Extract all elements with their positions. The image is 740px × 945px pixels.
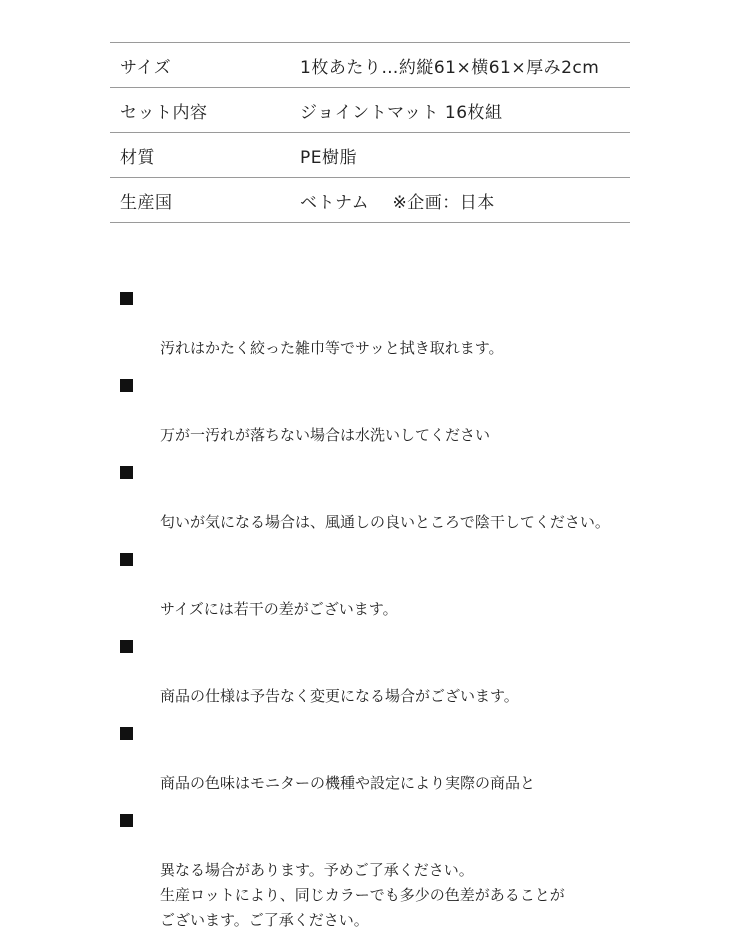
spec-row-size: [110, 43, 630, 88]
square-bullet-icon: [120, 292, 133, 305]
square-bullet-icon: [120, 814, 133, 827]
list-item: [120, 373, 720, 448]
note-text: 匂いが気になる場合は、風通しの良いところで陰干してください。: [160, 513, 610, 531]
list-item: [120, 286, 720, 361]
list-item: [120, 634, 720, 709]
spec-value: PE樹脂: [300, 147, 357, 168]
square-bullet-icon: [120, 727, 133, 740]
spec-label: 材質: [120, 147, 155, 168]
square-bullet-icon: [120, 640, 133, 653]
note-text: 異なる場合があります。予めご了承ください。 生産ロットにより、同じカラーでも多少の色差があることが ございます。ご了承ください。: [160, 861, 565, 929]
square-bullet-icon: [120, 553, 133, 566]
square-bullet-icon: [120, 466, 133, 479]
list-item: [120, 460, 720, 535]
list-item: [120, 547, 720, 622]
care-notes-list: [120, 286, 720, 945]
note-text: 汚れはかたく絞った雑巾等でサッと拭き取れます。: [160, 339, 504, 357]
note-text: サイズには若干の差がございます。: [160, 600, 398, 618]
spec-value: ジョイントマット 16枚組: [300, 102, 503, 123]
spec-table: [110, 42, 630, 223]
spec-label: サイズ: [120, 57, 172, 78]
note-text: 商品の色味はモニターの機種や設定により実際の商品と: [160, 774, 536, 792]
spec-label: 生産国: [120, 192, 173, 213]
spec-label: セット内容: [120, 102, 208, 123]
spec-value: 1枚あたり…約縦61×横61×厚み2cm: [300, 57, 600, 78]
square-bullet-icon: [120, 379, 133, 392]
spec-value: ベトナム ※企画：日本: [300, 192, 495, 213]
note-text: 万が一汚れが落ちない場合は水洗いしてください: [160, 426, 491, 444]
note-text: 商品の仕様は予告なく変更になる場合がございます。: [160, 687, 519, 705]
list-item: [120, 808, 720, 933]
list-item: [120, 721, 720, 796]
spec-row-country: [110, 178, 630, 223]
spec-row-set-contents: [110, 88, 630, 133]
spec-row-material: [110, 133, 630, 178]
